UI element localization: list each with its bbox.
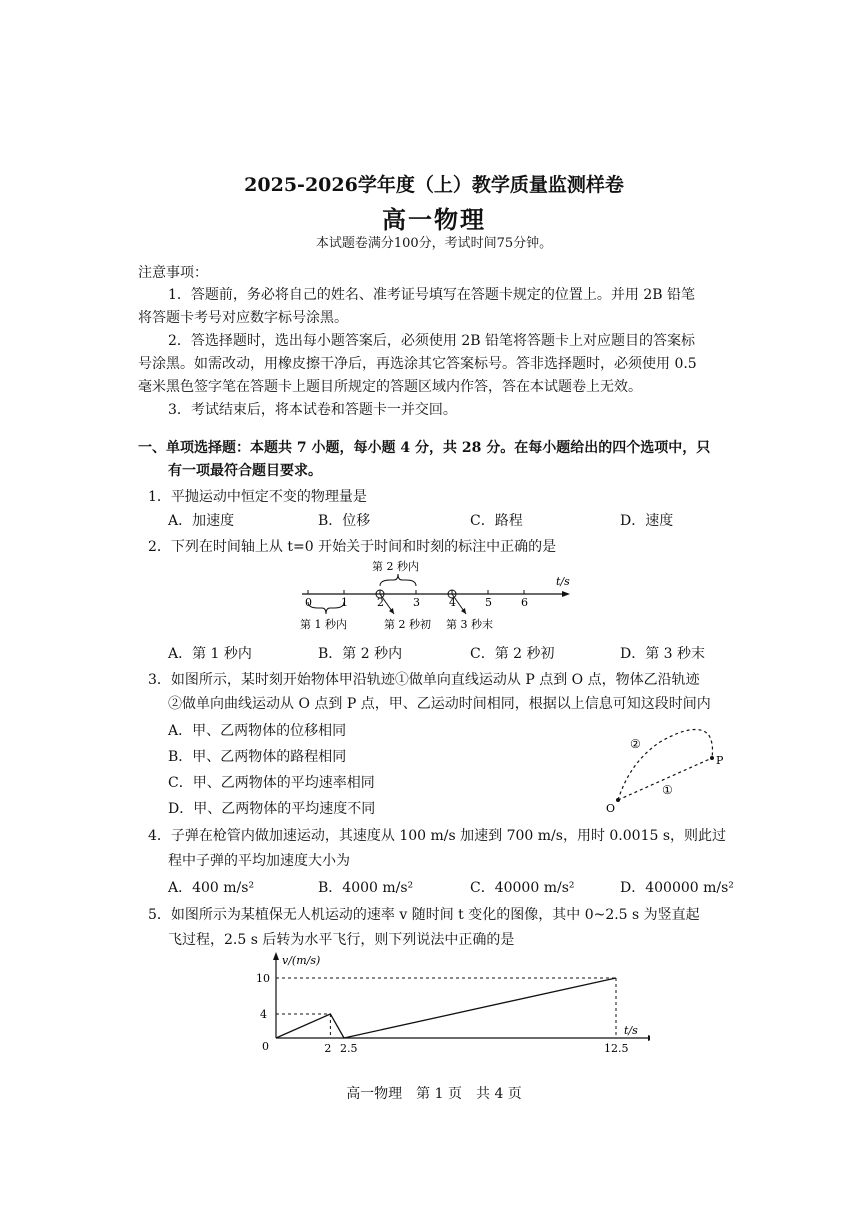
point-p-marker	[710, 756, 714, 760]
tick-label: 3	[413, 596, 420, 609]
q3-option-d[interactable]: D．甲、乙两物体的平均速度不同	[168, 801, 376, 817]
q4-option-d[interactable]: D．400000 m/s²	[620, 880, 734, 896]
y-axis-label: v/(m/s)	[282, 954, 321, 967]
axis-label: t/s	[556, 575, 570, 588]
q1-option-a[interactable]: A．加速度	[168, 513, 235, 529]
y-tick-label: 10	[256, 972, 270, 985]
q2-option-d[interactable]: D．第 3 秒末	[620, 646, 706, 662]
brace-1st-second	[308, 602, 344, 614]
brace-2nd-second	[380, 574, 416, 586]
q5-stem-line1: 5．如图所示为某植保无人机运动的速率 v 随时间 t 变化的图像，其中 0~2.5 s 为竖直起	[148, 907, 700, 923]
q2-option-c[interactable]: C．第 2 秒初	[470, 646, 555, 662]
q3-option-c[interactable]: C．甲、乙两物体的平均速率相同	[168, 775, 375, 791]
q2-timeline-figure	[290, 556, 580, 638]
x-tick-label: 12.5	[604, 1042, 629, 1055]
subject-title: 高一物理	[382, 205, 486, 234]
q4-stem-line1: 4．子弹在枪管内做加速运动，其速度从 100 m/s 加速到 700 m/s，用时 0.0015 s，则此过	[148, 828, 727, 844]
notice-line: 2．答选择题时，选出每小题答案后，必须使用 2B 铅笔将答题卡上对应题目的答案标	[168, 333, 696, 349]
label-path-2: ②	[630, 737, 641, 751]
q4-option-c[interactable]: C．40000 m/s²	[470, 880, 575, 896]
section-heading: 一、单项选择题：本题共 7 小题，每小题 4 分，共 28 分。在每小题给出的四个选项中，只	[138, 440, 711, 456]
point-o-marker	[616, 798, 620, 802]
arrow-head-icon	[389, 608, 394, 614]
y-axis-arrow-icon	[273, 952, 279, 960]
q3-stem-line2: ②做单向曲线运动从 O 点到 P 点，甲、乙运动时间相同，根据以上信息可知这段时间内	[168, 696, 711, 712]
x-axis-label: t/s	[624, 1024, 638, 1037]
series-line	[276, 978, 616, 1038]
tick-label: 1	[341, 596, 348, 609]
notice-line: 号涂黑。如需改动，用橡皮擦干净后，再选涂其它答案标号。答非选择题时，必须使用 0.5	[138, 356, 697, 372]
q3-option-b[interactable]: B．甲、乙两物体的路程相同	[168, 749, 347, 765]
notice-heading: 注意事项：	[138, 265, 208, 281]
q3-stem-line1: 3．如图所示，某时刻开始物体甲沿轨迹①做单向直线运动从 P 点到 O 点，物体乙沿轨迹	[148, 672, 700, 688]
page-footer: 高一物理 第 1 页 共 4 页	[346, 1086, 522, 1102]
tick-label: 4	[449, 596, 456, 609]
q2-option-a[interactable]: A．第 1 秒内	[168, 646, 252, 662]
label-2nd-start: 第 2 秒初	[384, 618, 431, 631]
q4-option-a[interactable]: A．400 m/s²	[168, 880, 255, 896]
tick-label: 5	[485, 596, 492, 609]
q4-option-b[interactable]: B．4000 m/s²	[318, 880, 414, 896]
label-p: P	[716, 754, 724, 767]
label-2nd-second: 第 2 秒内	[372, 560, 419, 573]
q1-option-c[interactable]: C．路程	[470, 513, 523, 529]
q5-stem-line2: 飞过程，2.5 s 后转为水平飞行，则下列说法中正确的是	[168, 932, 515, 948]
x-tick-label: 2	[324, 1042, 332, 1055]
exam-note: 本试题卷满分100分，考试时间75分钟。	[315, 236, 553, 251]
label-1st-second: 第 1 秒内	[300, 618, 347, 631]
label-o: O	[606, 802, 616, 814]
tick-label: 2	[377, 596, 384, 609]
q1-option-b[interactable]: B．位移	[318, 513, 371, 529]
q4-stem-line2: 程中子弹的平均加速度大小为	[168, 853, 350, 869]
q3-option-a[interactable]: A．甲、乙两物体的位移相同	[168, 723, 347, 739]
exam-title: 2025-2026学年度（上）教学质量监测样卷	[244, 174, 624, 196]
q5-velocity-time-chart	[250, 950, 650, 1062]
arrow-head-icon	[461, 608, 466, 614]
x-tick-label: 0	[262, 1040, 269, 1053]
q1-option-d[interactable]: D．速度	[620, 513, 674, 529]
tick-label: 0	[305, 596, 312, 609]
tick-label: 6	[521, 596, 528, 609]
notice-line: 3．考试结束后，将本试卷和答题卡一并交回。	[168, 402, 457, 418]
axis-arrow-icon	[562, 591, 570, 597]
q1-stem: 1．平抛运动中恒定不变的物理量是	[148, 489, 367, 505]
section-heading-cont: 有一项最符合题目要求。	[168, 463, 322, 479]
x-tick-label: 2.5	[340, 1042, 358, 1055]
notice-line: 毫米黑色签字笔在答题卡上题目所规定的答题区域内作答，答在本试题卷上无效。	[138, 379, 642, 395]
label-3rd-end: 第 3 秒末	[446, 618, 493, 631]
y-tick-label: 4	[260, 1008, 267, 1021]
q2-stem: 2．下列在时间轴上从 t=0 开始关于时间和时刻的标注中正确的是	[148, 539, 557, 555]
label-path-1: ①	[662, 783, 673, 797]
notice-line: 将答题卡考号对应数字标号涂黑。	[138, 310, 348, 326]
x-axis-arrow-icon	[648, 1035, 650, 1041]
notice-line: 1．答题前，务必将自己的姓名、准考证号填写在答题卡规定的位置上。并用 2B 铅笔	[168, 287, 696, 303]
q3-trajectory-figure	[600, 722, 730, 814]
q2-option-b[interactable]: B．第 2 秒内	[318, 646, 403, 662]
